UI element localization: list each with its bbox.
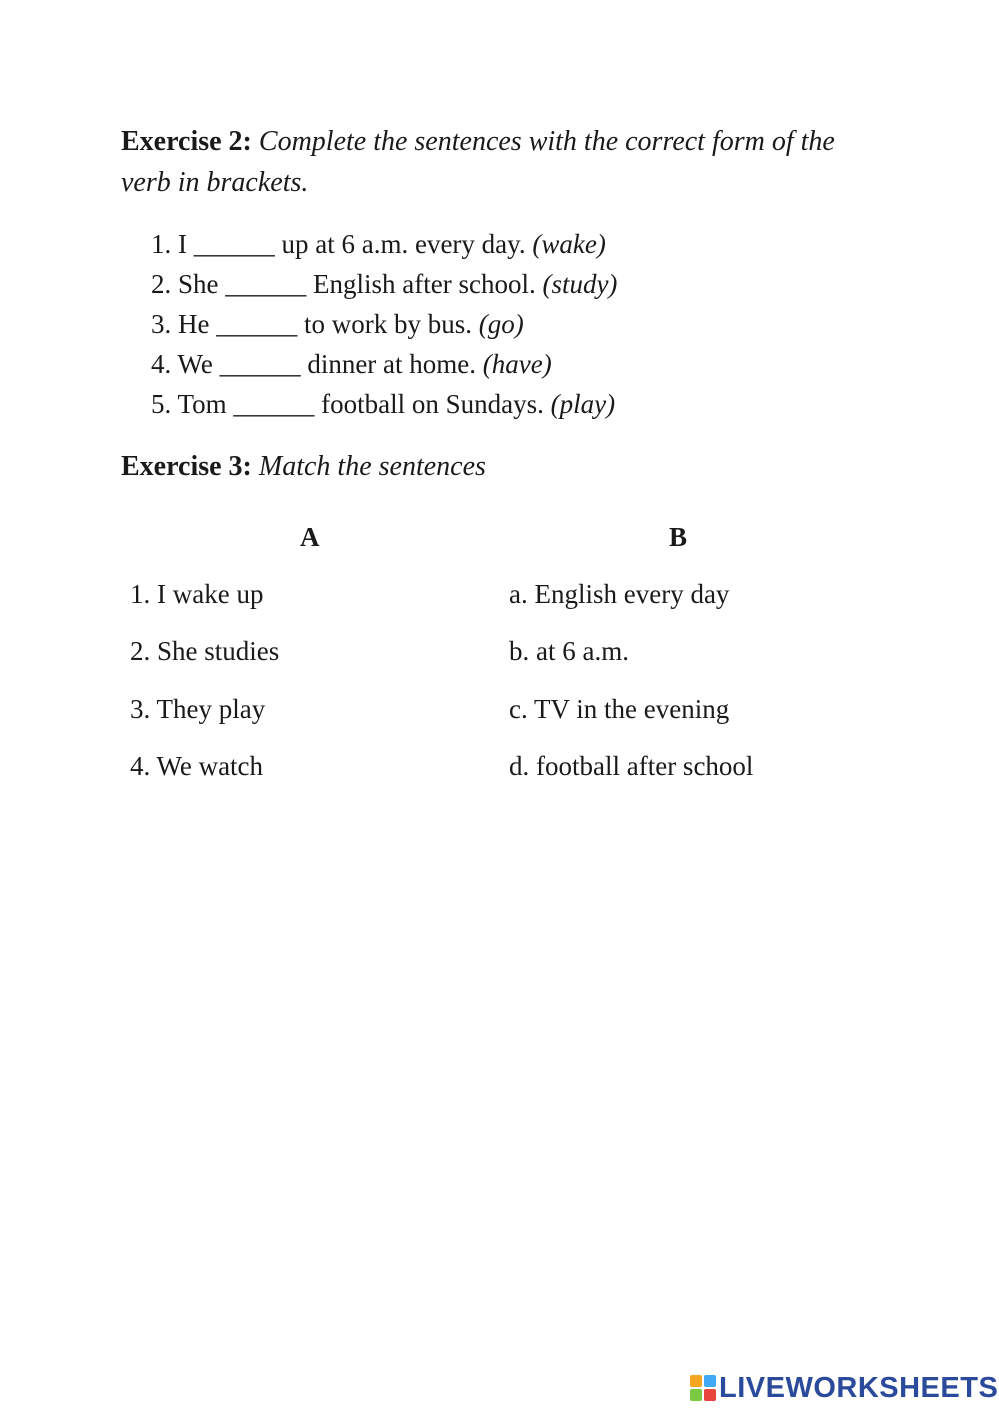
list-item [151, 224, 617, 264]
sentence-text: 5. Tom ______ football on Sundays. [151, 389, 544, 419]
verb-hint: (have) [482, 349, 552, 379]
match-item-a4: 4. We watch [130, 751, 264, 781]
logo-square [690, 1375, 702, 1387]
match-item-a2: 2. She studies [130, 636, 280, 666]
logo-square [704, 1389, 716, 1401]
exercise-2-title: Exercise 2: [121, 126, 252, 157]
list-item [151, 264, 617, 304]
brand-wordmark: LIVEWORKSHEETS [719, 1372, 999, 1404]
match-item-b-d: d. football after school [509, 751, 754, 781]
verb-hint: (wake) [532, 229, 606, 259]
exercise-3-title: Exercise 3: [121, 451, 252, 482]
match-item-b-b: b. at 6 a.m. [509, 636, 629, 666]
match-item-a3: 3. They play [130, 694, 266, 724]
list-item [151, 384, 617, 424]
sentence-text: 3. He ______ to work by bus. [151, 309, 472, 339]
exercise-2-list [151, 224, 617, 424]
verb-hint: (play) [550, 389, 616, 419]
verb-hint: (study) [542, 269, 618, 299]
list-item [151, 344, 617, 384]
exercise-2-instruction: Complete the sentences with the correct form of the verb in brackets. [121, 126, 835, 198]
sentence-text: 4. We ______ dinner at home. [151, 349, 477, 379]
logo-square [704, 1375, 716, 1387]
column-a-header: A [300, 522, 320, 552]
exercise-2-heading [121, 121, 881, 203]
liveworksheets-logo-icon [690, 1375, 716, 1401]
sentence-text: 1. I ______ up at 6 a.m. every day. [151, 229, 526, 259]
exercise-3-instruction: Match the sentences [258, 451, 486, 482]
list-item [151, 304, 617, 344]
sentence-text: 2. She ______ English after school. [151, 269, 536, 299]
match-item-b-c: c. TV in the evening [509, 694, 730, 724]
exercise-3-heading [121, 446, 881, 487]
column-b-header: B [669, 522, 688, 552]
match-item-b-a: a. English every day [509, 579, 730, 609]
match-item-a1: 1. I wake up [130, 579, 264, 609]
liveworksheets-brand [690, 1373, 998, 1403]
verb-hint: (go) [478, 309, 524, 339]
logo-square [690, 1389, 702, 1401]
